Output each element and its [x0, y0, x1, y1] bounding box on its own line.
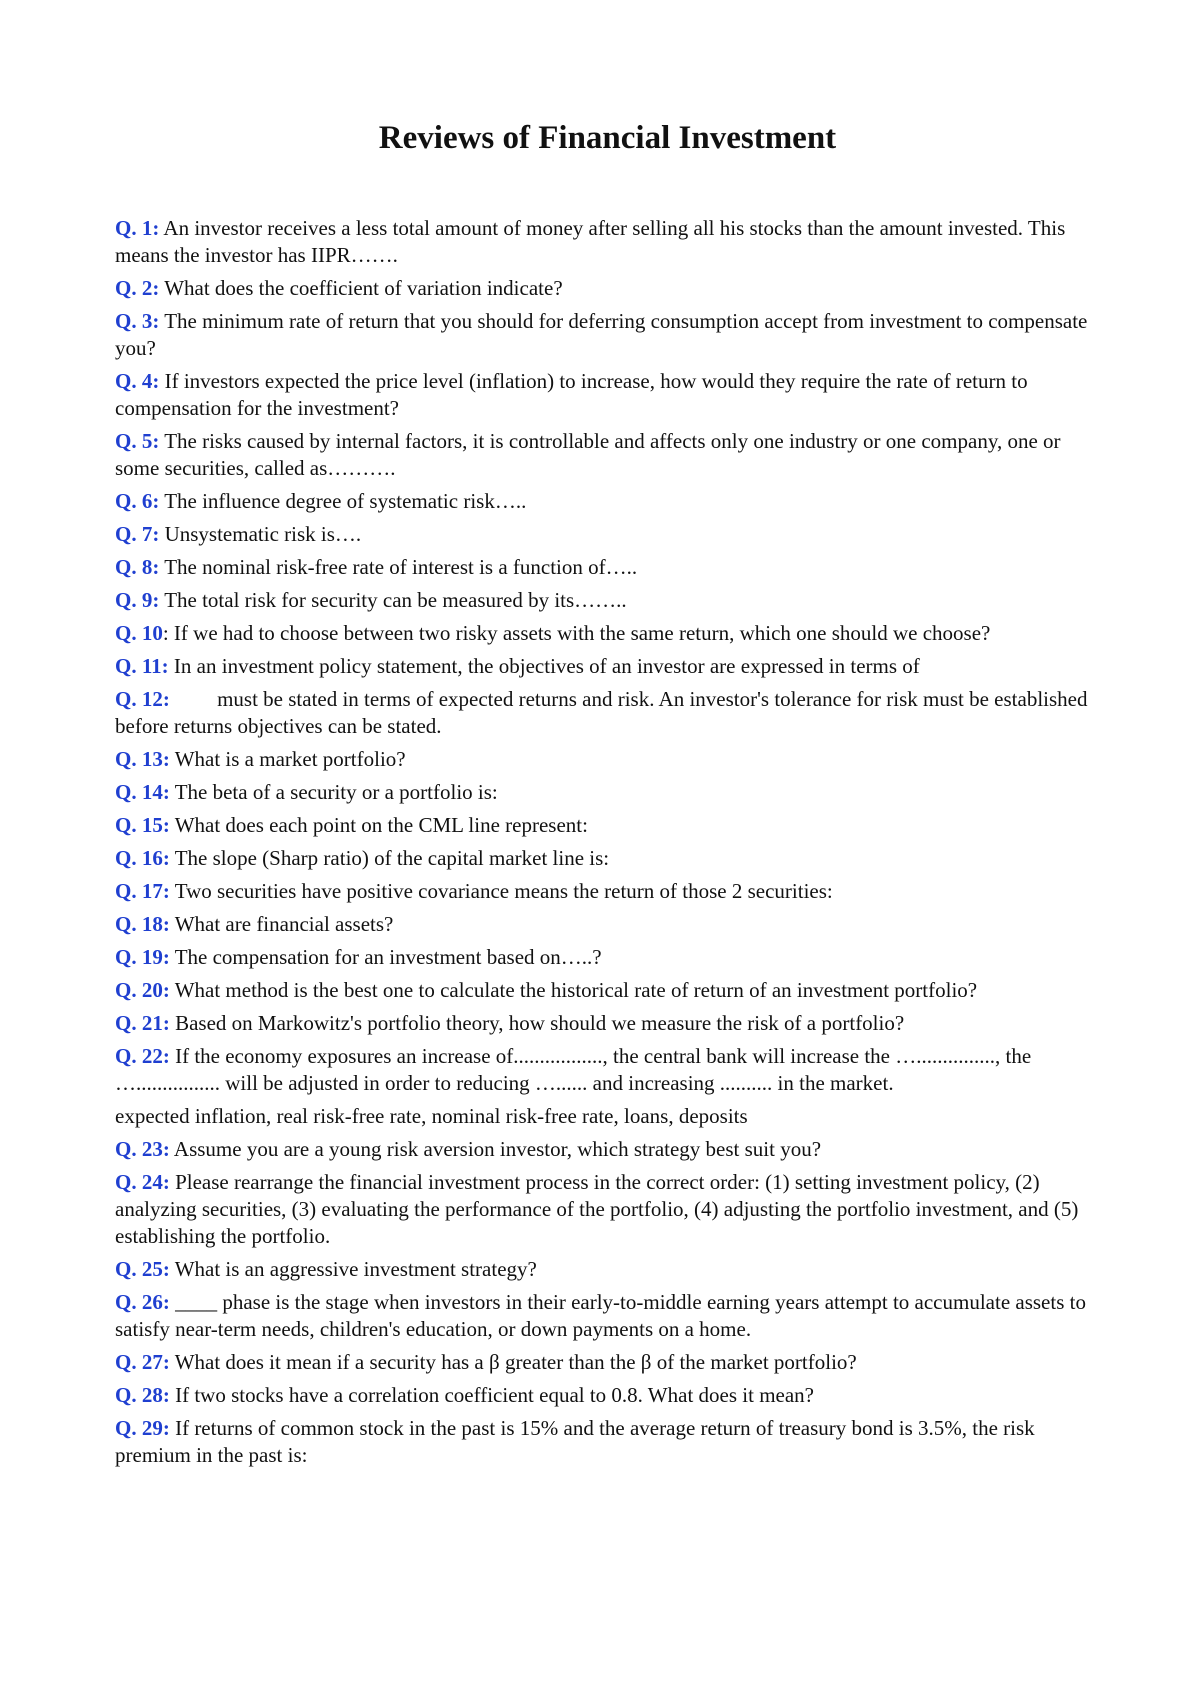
question-text: What does it mean if a security has a β greater than the β of the market portfolio?	[174, 1350, 857, 1374]
question-13	[115, 746, 1100, 773]
question-label: Q. 13:	[115, 747, 170, 771]
question-text: If investors expected the price level (inflation) to increase, how would they require the rate of return to compensation for the investment?	[115, 369, 1028, 420]
question-label: Q. 7:	[115, 522, 160, 546]
question-23	[115, 1136, 1100, 1163]
question-label: Q. 6:	[115, 489, 160, 513]
question-28	[115, 1382, 1100, 1409]
question-4	[115, 368, 1100, 422]
question-8	[115, 554, 1100, 581]
question-text: The risks caused by internal factors, it is controllable and affects only one industry or one company, one or some securities, called as……….	[115, 429, 1061, 480]
answer-options-note: expected inflation, real risk-free rate, nominal risk-free rate, loans, deposits	[115, 1104, 748, 1128]
question-label: Q. 12:	[115, 687, 170, 711]
question-label: Q. 9:	[115, 588, 160, 612]
question-29	[115, 1415, 1100, 1469]
question-label: Q. 5:	[115, 429, 160, 453]
question-15	[115, 812, 1100, 839]
question-21	[115, 1010, 1100, 1037]
question-text: If the economy exposures an increase of................., the central bank will increase the …..............., the …................ will be adjusted in order to reducing …...... and increasing .......... in the market.	[115, 1044, 1032, 1095]
question-6	[115, 488, 1100, 515]
question-text: If two stocks have a correlation coefficient equal to 0.8. What does it mean?	[175, 1383, 814, 1407]
question-2	[115, 275, 1100, 302]
question-text: ____ phase is the stage when investors in their early-to-middle earning years attempt to accumulate assets to satisfy near-term needs, children's education, or down payments on a home.	[115, 1290, 1086, 1341]
question-label: Q. 21:	[115, 1011, 170, 1035]
question-text: What does the coefficient of variation indicate?	[164, 276, 563, 300]
question-text: The compensation for an investment based on…..?	[174, 945, 602, 969]
question-label: Q. 19:	[115, 945, 170, 969]
question-label: Q. 2:	[115, 276, 160, 300]
question-label: Q. 8:	[115, 555, 160, 579]
question-12	[115, 686, 1100, 740]
question-text: The beta of a security or a portfolio is:	[174, 780, 498, 804]
question-label: Q. 1:	[115, 216, 160, 240]
question-14	[115, 779, 1100, 806]
question-label: Q. 15:	[115, 813, 170, 837]
question-text: Assume you are a young risk aversion investor, which strategy best suit you?	[173, 1137, 822, 1161]
question-label: Q. 20:	[115, 978, 170, 1002]
question-text: Based on Markowitz's portfolio theory, how should we measure the risk of a portfolio?	[175, 1011, 905, 1035]
question-text: Two securities have positive covariance means the return of those 2 securities:	[174, 879, 833, 903]
question-text: : If we had to choose between two risky assets with the same return, which one should we choose?	[162, 621, 991, 645]
question-label: Q. 4:	[115, 369, 160, 393]
question-27	[115, 1349, 1100, 1376]
question-22	[115, 1043, 1100, 1097]
question-25	[115, 1256, 1100, 1283]
question-20	[115, 977, 1100, 1004]
question-label: Q. 11:	[115, 654, 169, 678]
question-5	[115, 428, 1100, 482]
question-text: What are financial assets?	[174, 912, 394, 936]
question-18	[115, 911, 1100, 938]
question-text: What does each point on the CML line represent:	[174, 813, 588, 837]
question-label: Q. 17:	[115, 879, 170, 903]
question-label: Q. 18:	[115, 912, 170, 936]
question-label: Q. 22:	[115, 1044, 170, 1068]
question-text: Please rearrange the financial investment process in the correct order: (1) setting investment policy, (2) analyzing securities, (3) evaluating the performance of the portfolio, (4) adjusting the portfolio investment, and (5) establishing the portfolio.	[115, 1170, 1079, 1248]
question-1	[115, 215, 1100, 269]
question-text: An investor receives a less total amount of money after selling all his stocks than the amount invested. This means the investor has IIPR…….	[115, 216, 1066, 267]
question-text: The nominal risk-free rate of interest is a function of…..	[164, 555, 638, 579]
question-label: Q. 10	[115, 621, 163, 645]
question-label: Q. 29:	[115, 1416, 170, 1440]
question-text: In an investment policy statement, the objectives of an investor are expressed in terms of	[173, 654, 920, 678]
question-text: If returns of common stock in the past is 15% and the average return of treasury bond is 3.5%, the risk premium in the past is:	[115, 1416, 1035, 1467]
question-label: Q. 25:	[115, 1257, 170, 1281]
question-label: Q. 27:	[115, 1350, 170, 1374]
question-3	[115, 308, 1100, 362]
question-10	[115, 620, 1100, 647]
question-text: The slope (Sharp ratio) of the capital market line is:	[174, 846, 610, 870]
question-17	[115, 878, 1100, 905]
question-label: Q. 23:	[115, 1137, 170, 1161]
question-text: What method is the best one to calculate the historical rate of return of an investment portfolio?	[174, 978, 978, 1002]
question-label: Q. 26:	[115, 1290, 170, 1314]
question-26	[115, 1289, 1100, 1343]
question-24	[115, 1169, 1100, 1250]
question-text: must be stated in terms of expected returns and risk. An investor's tolerance for risk must be established before returns objectives can be stated.	[115, 687, 1093, 738]
question-label: Q. 16:	[115, 846, 170, 870]
question-list	[115, 215, 1100, 1469]
question-16	[115, 845, 1100, 872]
question-11	[115, 653, 1100, 680]
question-text: The influence degree of systematic risk…..	[164, 489, 527, 513]
question-label: Q. 24:	[115, 1170, 170, 1194]
question-text: The total risk for security can be measured by its……..	[164, 588, 627, 612]
question-text: What is a market portfolio?	[174, 747, 406, 771]
question-text: The minimum rate of return that you should for deferring consumption accept from investment to compensate you?	[115, 309, 1088, 360]
document-title: Reviews of Financial Investment	[378, 120, 837, 156]
question-19	[115, 944, 1100, 971]
question-label: Q. 14:	[115, 780, 170, 804]
question-text: What is an aggressive investment strategy?	[174, 1257, 537, 1281]
question-9	[115, 587, 1100, 614]
question-7	[115, 521, 1100, 548]
question-label: Q. 28:	[115, 1383, 170, 1407]
question-text: Unsystematic risk is….	[164, 522, 362, 546]
question-label: Q. 3:	[115, 309, 160, 333]
